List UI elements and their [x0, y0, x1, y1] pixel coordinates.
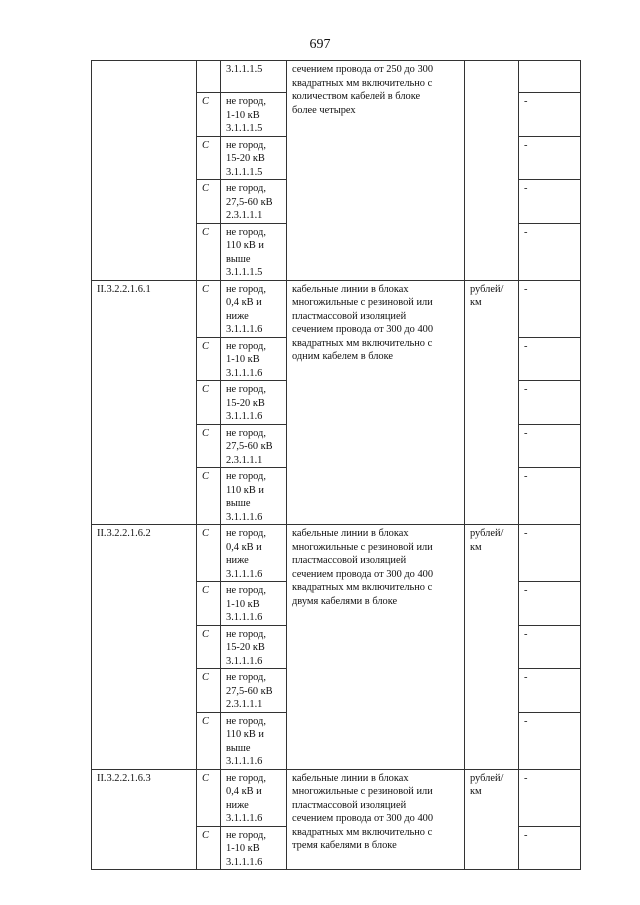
condition-line: 0,4 кВ и — [226, 297, 262, 308]
table-row — [92, 525, 581, 582]
value-cell — [519, 381, 581, 425]
condition-line: 3.1.1.1.5 — [226, 166, 263, 178]
condition-line: ниже — [226, 799, 249, 811]
letter-cell — [197, 424, 221, 468]
description-line: сечением провода от 300 до 400 — [292, 813, 434, 824]
value: - — [524, 283, 528, 295]
letter-cell — [197, 180, 221, 224]
description-line: кабельные линии в блоках — [292, 528, 409, 539]
condition-line: выше — [226, 498, 251, 509]
condition-line: 2.3.1.1.1 — [226, 454, 263, 466]
letter-cell — [197, 669, 221, 713]
value-cell — [519, 525, 581, 582]
condition-cell — [221, 180, 287, 224]
condition-line: 3.1.1.1.6 — [226, 612, 263, 623]
unit-text: рублей/ км — [470, 528, 504, 553]
value: - — [524, 672, 528, 683]
unit-cell — [465, 61, 519, 281]
condition-line: 2.3.1.1.1 — [226, 699, 263, 710]
description-line: многожильные с резиновой или — [292, 541, 433, 553]
description-line: сечением провода от 300 до 400 — [292, 324, 434, 335]
condition-cell — [221, 424, 287, 468]
letter: С — [202, 96, 209, 107]
condition-line: не город, — [226, 471, 266, 482]
condition-line: 3.1.1.1.5 — [226, 123, 263, 134]
description-line: многожильные с резиновой или — [292, 786, 433, 797]
letter-cell — [197, 582, 221, 626]
condition-line: 110 кВ и — [226, 240, 264, 251]
condition-line: 3.1.1.1.6 — [226, 367, 263, 379]
value: - — [524, 628, 528, 640]
value: - — [524, 528, 528, 539]
condition-cell — [221, 468, 287, 525]
value-cell — [519, 180, 581, 224]
value-cell — [519, 826, 581, 870]
letter: С — [202, 283, 209, 295]
condition-line: 3.1.1.1.6 — [226, 324, 263, 335]
condition-line: 15-20 кВ — [226, 397, 265, 409]
value: - — [524, 96, 528, 107]
condition-line: 27,5-60 кВ — [226, 441, 273, 452]
condition-line: 1-10 кВ — [226, 109, 260, 121]
condition-line: не город, — [226, 672, 266, 683]
condition-line: 0,4 кВ и — [226, 541, 262, 553]
condition-line: 3.1.1.1.6 — [226, 411, 263, 422]
condition-line: не город, — [226, 585, 266, 596]
letter: С — [202, 772, 209, 784]
condition-cell — [221, 223, 287, 280]
description-line: двумя кабелями в блоке — [292, 595, 398, 607]
description-line: пластмассовой изоляцией — [292, 555, 407, 566]
condition-line: 3.1.1.1.6 — [226, 655, 263, 667]
condition-line: 3.1.1.1.6 — [226, 813, 263, 824]
description-cell — [287, 280, 465, 525]
condition-cell — [221, 769, 287, 826]
value-cell — [519, 223, 581, 280]
value-cell — [519, 61, 581, 93]
value-cell — [519, 136, 581, 180]
condition-line: 15-20 кВ — [226, 642, 265, 653]
table-body — [92, 61, 581, 870]
item-code-cell — [92, 280, 197, 525]
unit-text: рублей/ км — [470, 283, 504, 308]
letter-cell — [197, 136, 221, 180]
condition-line: не город, — [226, 829, 266, 841]
condition-line: 0,4 кВ и — [226, 786, 262, 797]
value-cell — [519, 625, 581, 669]
description-line: тремя кабелями в блоке — [292, 840, 397, 851]
letter-cell — [197, 223, 221, 280]
letter-cell — [197, 625, 221, 669]
condition-cell — [221, 712, 287, 769]
description-line: сечением провода от 250 до 300 — [292, 64, 434, 75]
condition-line: 15-20 кВ — [226, 153, 265, 164]
letter-cell — [197, 280, 221, 337]
letter-cell — [197, 468, 221, 525]
letter-cell — [197, 826, 221, 870]
letter: С — [202, 139, 209, 151]
condition-line: не город, — [226, 528, 266, 539]
description-line: квадратных мм включительно с — [292, 582, 433, 593]
unit-cell — [465, 525, 519, 770]
value: - — [524, 226, 528, 238]
letter-cell — [197, 769, 221, 826]
condition-line: не город, — [226, 628, 266, 640]
value-cell — [519, 424, 581, 468]
value: - — [524, 715, 528, 727]
condition-line: 110 кВ и — [226, 729, 264, 740]
letter: С — [202, 384, 209, 395]
condition-line: 27,5-60 кВ — [226, 685, 273, 697]
value: - — [524, 427, 528, 439]
item-code-cell — [92, 769, 197, 870]
letter: С — [202, 340, 209, 352]
letter-cell — [197, 381, 221, 425]
condition-line: 27,5-60 кВ — [226, 196, 273, 208]
condition-cell — [221, 61, 287, 93]
value: - — [524, 829, 528, 841]
table-row — [92, 280, 581, 337]
condition-cell — [221, 337, 287, 381]
value: - — [524, 340, 528, 352]
item-code: II.3.2.2.1.6.3 — [97, 772, 151, 784]
value-cell — [519, 582, 581, 626]
item-code-cell — [92, 61, 197, 281]
condition-cell — [221, 826, 287, 870]
condition-line: не город, — [226, 139, 266, 151]
condition-line: 1-10 кВ — [226, 598, 260, 610]
letter: С — [202, 672, 209, 683]
letter-cell — [197, 61, 221, 93]
condition-cell — [221, 280, 287, 337]
description-line: количеством кабелей в блоке — [292, 91, 421, 102]
value: - — [524, 772, 528, 784]
value: - — [524, 139, 528, 151]
condition-line: не город, — [226, 384, 266, 395]
condition-line: не город, — [226, 283, 266, 295]
unit-cell — [465, 280, 519, 525]
letter-cell — [197, 93, 221, 137]
value-cell — [519, 468, 581, 525]
description-line: сечением провода от 300 до 400 — [292, 568, 434, 580]
condition-line: выше — [226, 742, 251, 754]
letter: С — [202, 183, 209, 194]
condition-cell — [221, 381, 287, 425]
condition-line: не город, — [226, 427, 266, 439]
condition-line: ниже — [226, 555, 249, 566]
description-line: пластмассовой изоляцией — [292, 799, 407, 811]
condition-cell — [221, 669, 287, 713]
condition-line: 2.3.1.1.1 — [226, 210, 263, 221]
condition-line: не город, — [226, 715, 266, 727]
condition-cell — [221, 582, 287, 626]
condition-line: 1-10 кВ — [226, 354, 260, 365]
condition-line: выше — [226, 253, 251, 265]
table-row — [92, 769, 581, 826]
condition-line: 110 кВ и — [226, 484, 264, 496]
description-cell — [287, 769, 465, 870]
letter-cell — [197, 337, 221, 381]
condition-line: 3.1.1.1.6 — [226, 756, 263, 767]
description-line: одним кабелем в блоке — [292, 351, 394, 362]
table-row — [92, 61, 581, 93]
condition-line: 3.1.1.1.5 — [226, 64, 263, 75]
letter: С — [202, 528, 209, 539]
condition-line: ниже — [226, 310, 249, 322]
letter: С — [202, 226, 209, 238]
item-code: II.3.2.2.1.6.2 — [97, 528, 151, 539]
letter: С — [202, 427, 209, 439]
condition-line: 3.1.1.1.5 — [226, 267, 263, 278]
item-code-cell — [92, 525, 197, 770]
value: - — [524, 183, 528, 194]
description-line: кабельные линии в блоках — [292, 772, 409, 784]
condition-cell — [221, 625, 287, 669]
letter-cell — [197, 525, 221, 582]
letter: С — [202, 585, 209, 596]
condition-line: не город, — [226, 226, 266, 238]
description-cell — [287, 525, 465, 770]
condition-cell — [221, 93, 287, 137]
letter: С — [202, 829, 209, 841]
item-code: II.3.2.2.1.6.1 — [97, 283, 151, 295]
condition-cell — [221, 525, 287, 582]
letter: С — [202, 471, 209, 482]
description-line: более четырех — [292, 104, 356, 116]
description-line: квадратных мм включительно с — [292, 337, 433, 349]
letter: С — [202, 715, 209, 727]
value-cell — [519, 669, 581, 713]
value-cell — [519, 93, 581, 137]
letter-cell — [197, 712, 221, 769]
value-cell — [519, 712, 581, 769]
value-cell — [519, 337, 581, 381]
description-cell — [287, 61, 465, 281]
condition-line: не город, — [226, 183, 266, 194]
value-cell — [519, 769, 581, 826]
condition-line: не город, — [226, 772, 266, 784]
description-line: кабельные линии в блоках — [292, 283, 409, 295]
condition-cell — [221, 136, 287, 180]
description-line: пластмассовой изоляцией — [292, 310, 407, 322]
condition-line: 3.1.1.1.6 — [226, 856, 263, 868]
condition-line: не город, — [226, 340, 266, 352]
unit-cell — [465, 769, 519, 870]
condition-line: 3.1.1.1.6 — [226, 568, 263, 580]
description-line: квадратных мм включительно с — [292, 826, 433, 838]
description-line: многожильные с резиновой или — [292, 297, 433, 308]
value: - — [524, 471, 528, 482]
description-line: квадратных мм включительно с — [292, 77, 433, 89]
value-cell — [519, 280, 581, 337]
page-number: 697 — [309, 37, 331, 52]
condition-line: 3.1.1.1.6 — [226, 511, 263, 523]
value: - — [524, 585, 528, 596]
unit-text: рублей/ км — [470, 772, 504, 797]
condition-line: не город, — [226, 96, 266, 107]
condition-line: 1-10 кВ — [226, 843, 260, 854]
value: - — [524, 384, 528, 395]
letter: С — [202, 628, 209, 640]
tariff-table — [91, 60, 581, 870]
